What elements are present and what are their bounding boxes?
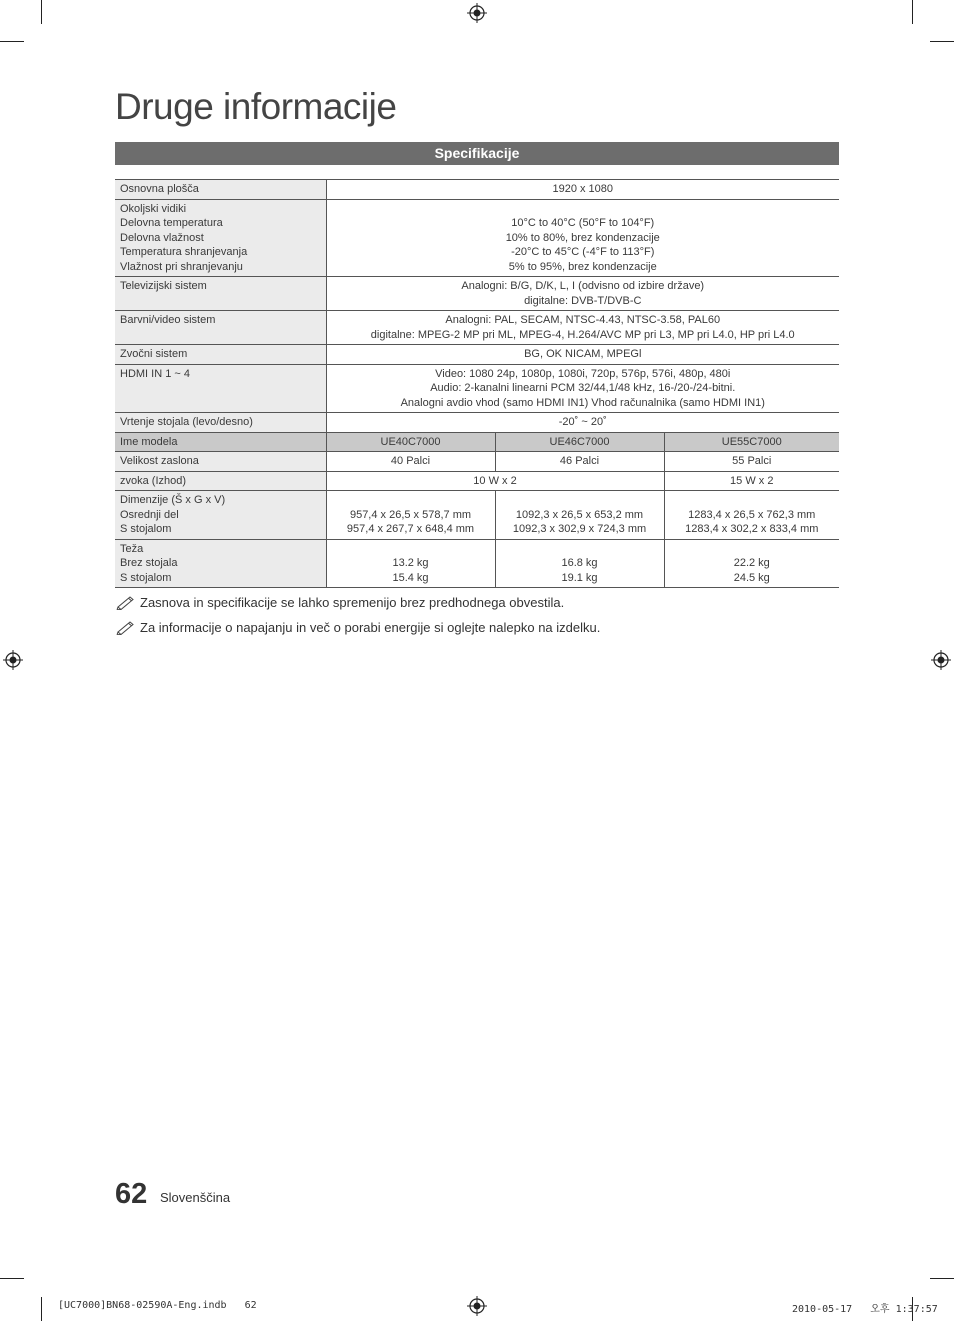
page-number: 62 [115,1178,148,1210]
page-language: Slovenščina [160,1190,231,1205]
table-row [115,432,839,452]
row-value: 55 Palci [664,452,839,472]
footer-file-info: [UC7000]BN68-02590A-Eng.indb 62 [58,1300,257,1311]
row-value: 15 W x 2 [664,471,839,491]
row-label: Teža Brez stojala S stojalom [115,539,326,588]
table-row [115,491,839,540]
row-value: 46 Palci [495,452,664,472]
registration-mark-icon [931,650,951,670]
footer-timestamp: 2010-05-17 오후 1:37:57 [792,1304,938,1315]
spec-table [115,179,839,588]
row-label: Ime modela [115,432,326,452]
row-value: Analogni: PAL, SECAM, NTSC-4.43, NTSC-3.58, PAL60 digitalne: MPEG-2 MP pri ML, MPEG-4, H.264/AVC MP pri L3, MP pri L4.0, HP pri L4.0 [326,311,839,345]
row-value: 22.2 kg 24.5 kg [664,539,839,588]
row-value: 16.8 kg 19.1 kg [495,539,664,588]
row-label: Dimenzije (Š x G x V) Osrednji del S stojalom [115,491,326,540]
row-label: HDMI IN 1 ~ 4 [115,364,326,413]
note-text: Za informacije o napajanju in več o porabi energije si oglejte nalepko na izdelku. [140,620,601,635]
table-row [115,539,839,588]
table-row [115,277,839,311]
row-value: 1283,4 x 26,5 x 762,3 mm 1283,4 x 302,2 x 833,4 mm [664,491,839,540]
row-label: Velikost zaslona [115,452,326,472]
row-value: -20˚ ~ 20˚ [326,413,839,433]
note-text: Zasnova in specifikacije se lahko spremenijo brez predhodnega obvestila. [140,595,565,610]
table-row [115,471,839,491]
table-row [115,311,839,345]
table-row [115,452,839,472]
model-name: UE55C7000 [664,432,839,452]
row-label: Vrtenje stojala (levo/desno) [115,413,326,433]
row-value: 1920 x 1080 [326,180,839,200]
table-row [115,413,839,433]
row-value: 10°C to 40°C (50°F to 104°F) 10% to 80%, brez kondenzacije -20°C to 45°C (-4°F to 113°F) 5% to 95%, brez kondenzacije [326,199,839,277]
section-title: Specifikacije [115,142,839,165]
row-value: 957,4 x 26,5 x 578,7 mm 957,4 x 267,7 x 648,4 mm [326,491,495,540]
row-value: 13.2 kg 15.4 kg [326,539,495,588]
model-name: UE46C7000 [495,432,664,452]
row-label: Barvni/video sistem [115,311,326,345]
row-value: 1092,3 x 26,5 x 653,2 mm 1092,3 x 302,9 x 724,3 mm [495,491,664,540]
row-value: 40 Palci [326,452,495,472]
registration-mark-icon [467,3,487,23]
row-label: Zvočni sistem [115,345,326,365]
row-value: 10 W x 2 [326,471,664,491]
table-row [115,345,839,365]
table-row [115,364,839,413]
table-row [115,199,839,277]
crop-mark [0,1278,24,1279]
table-row [115,180,839,200]
row-value: Analogni: B/G, D/K, L, I (odvisno od izbire države) digitalne: DVB-T/DVB-C [326,277,839,311]
registration-mark-icon [467,1296,487,1316]
crop-mark [930,1278,954,1279]
row-label: Okoljski vidiki Delovna temperatura Delovna vlažnost Temperatura shranjevanja Vlažnost pri shranjevanju [115,199,326,277]
model-name: UE40C7000 [326,432,495,452]
crop-mark [0,41,24,42]
crop-mark [41,1297,42,1321]
crop-mark [912,0,913,24]
row-value: BG, OK NICAM, MPEGl [326,345,839,365]
page-title: Druge informacije [115,86,397,127]
pencil-icon [116,595,135,610]
note [116,595,564,610]
row-label: zvoka (Izhod) [115,471,326,491]
row-label: Televizijski sistem [115,277,326,311]
row-value: Video: 1080 24p, 1080p, 1080i, 720p, 576p, 576i, 480p, 480i Audio: 2-kanalni linearni PCM 32/44,1/48 kHz, 16-/20-/24-bitni. Analogni avdio vhod (samo HDMI IN1) Vhod računalnika (samo HDMI IN1) [326,364,839,413]
crop-mark [41,0,42,24]
pencil-icon [116,620,135,635]
note [116,620,600,635]
registration-mark-icon [3,650,23,670]
row-label: Osnovna plošča [115,180,326,200]
crop-mark [930,41,954,42]
